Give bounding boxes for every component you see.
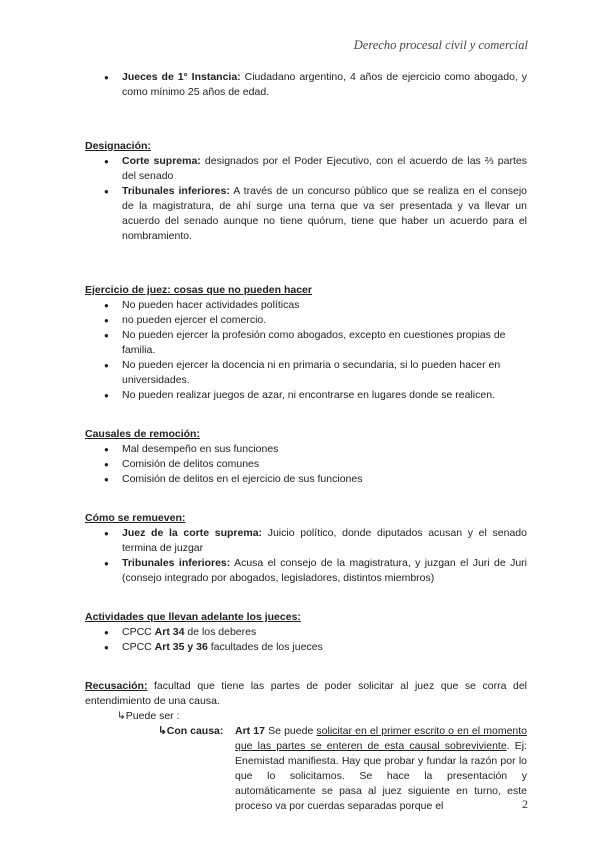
- list-item: [85, 358, 527, 388]
- section-heading-designacion: Designación:: [85, 140, 151, 152]
- item-label: Tribunales inferiores:: [122, 185, 230, 197]
- bullet-icon: ●: [104, 157, 109, 166]
- item-text: A través de un concurso público que se realiza en el consejo de la magistratura, de ahí surge una terna que va ser presentada y va llevar un acuerdo del senado aunque no tiene quórum, tiene que haber un acuerdo para el nombramiento.: [122, 185, 528, 242]
- puede-ser-label: ↳Puede ser :: [117, 710, 180, 722]
- item-text: Ciudadano argentino, 4 años de ejercicio como abogado, y como mínimo 25 años de edad.: [122, 71, 527, 98]
- document-body: [85, 70, 527, 814]
- item-prefix: CPCC: [122, 626, 155, 638]
- con-causa-art: Art 17: [235, 725, 265, 737]
- bullet-icon: ●: [104, 460, 109, 469]
- con-causa-underlined: solicitar en el primer escrito o en el momento que las partes se enteren de esta causal sobreviviente: [235, 725, 528, 752]
- bullet-icon: ●: [104, 529, 109, 538]
- list-item: [85, 154, 527, 184]
- bullet-icon: ●: [104, 331, 109, 340]
- bullet-icon: ●: [104, 301, 109, 310]
- item-text: Juicio político, donde diputados acusan y el senado termina de juzgar: [122, 527, 527, 554]
- item-text: No pueden ejercer la profesión como abogados, excepto en cuestiones propias de familia.: [122, 329, 506, 356]
- item-text: Mal desempeño en sus funciones: [122, 443, 279, 455]
- list-item: [85, 328, 527, 358]
- con-causa-text1: Se puede: [264, 725, 317, 737]
- bullet-icon: ●: [104, 187, 109, 196]
- list-item: [85, 472, 527, 487]
- recusacion-paragraph: [85, 679, 527, 709]
- list-item: [85, 625, 527, 640]
- list-item: [85, 556, 527, 586]
- section-heading-remueven: Cómo se remueven:: [85, 512, 186, 524]
- item-text: Comisión de delitos en el ejercicio de sus funciones: [122, 473, 363, 485]
- item-text: No pueden realizar juegos de azar, ni encontrarse en lugares donde se realicen.: [122, 389, 495, 401]
- bullet-icon: ●: [104, 73, 109, 82]
- list-item: [85, 313, 527, 328]
- bullet-icon: ●: [104, 391, 109, 400]
- con-causa-block: [85, 724, 527, 814]
- item-text: no pueden ejercer el comercio.: [122, 314, 267, 326]
- bullet-icon: ●: [104, 361, 109, 370]
- bullet-icon: ●: [104, 475, 109, 484]
- item-label: Tribunales inferiores:: [122, 557, 231, 569]
- ejercicio-list: [85, 298, 527, 403]
- list-item: [85, 388, 527, 403]
- page-header-title: Derecho procesal civil y comercial: [353, 38, 528, 52]
- bullet-icon: ●: [104, 445, 109, 454]
- recusacion-text: facultad que tiene las partes de poder solicitar al juez que se corra del entendimiento de una causa.: [85, 680, 527, 707]
- item-label: Jueces de 1° Instancia:: [122, 71, 241, 83]
- item-label: Art 34: [154, 626, 185, 638]
- bullet-icon: ●: [104, 628, 109, 637]
- item-text: designados por el Poder Ejecutivo, con el acuerdo de las ⅔ partes del senado: [122, 155, 527, 182]
- actividades-list: [85, 625, 527, 655]
- list-item: [85, 298, 527, 313]
- section-heading-remocion: Causales de remoción:: [85, 428, 200, 440]
- con-causa-label: ↳Con causa:: [158, 725, 224, 737]
- item-text: Acusa el consejo de la magistratura, y juzgan el Juri de Juri (consejo integrado por abogados, legisladores, distintos miembros): [122, 557, 527, 584]
- section-heading-recusacion: Recusación:: [85, 680, 148, 692]
- item-label: Art 35 y 36: [154, 641, 208, 653]
- list-item: [85, 442, 527, 457]
- list-item: [85, 70, 527, 100]
- bullet-icon: ●: [104, 643, 109, 652]
- remueven-list: [85, 526, 527, 586]
- remocion-list: [85, 442, 527, 487]
- section-heading-ejercicio: Ejercicio de juez: cosas que no pueden hacer: [85, 284, 312, 296]
- list-item: [85, 640, 527, 655]
- item-text: Comisión de delitos comunes: [122, 458, 260, 470]
- item-label: Juez de la corte suprema:: [122, 527, 263, 539]
- list-item: [85, 526, 527, 556]
- designacion-list: [85, 154, 527, 244]
- item-text: No pueden hacer actividades políticas: [122, 299, 300, 311]
- item-text: facultades de los jueces: [207, 641, 323, 653]
- con-causa-text2: . Ej: Enemistad manifiesta. Hay que probar y fundar la razón por lo que lo solicitamos. Se hace la presentación y automáticamente se pasa al juez siguiente en turno, este proceso va por cuerdas separadas porque el: [235, 740, 527, 812]
- section-heading-actividades: Actividades que llevan adelante los jueces:: [85, 611, 301, 623]
- list-item: [85, 457, 527, 472]
- requisitos-list: [85, 70, 527, 100]
- page-number: 2: [522, 797, 528, 811]
- item-text: de los deberes: [184, 626, 257, 638]
- bullet-icon: ●: [104, 316, 109, 325]
- item-prefix: CPCC: [122, 641, 155, 653]
- item-label: Corte suprema:: [122, 155, 201, 167]
- bullet-icon: ●: [104, 559, 109, 568]
- item-text: No pueden ejercer la docencia ni en primaria o secundaria, si lo pueden hacer en universidades.: [122, 359, 501, 386]
- list-item: [85, 184, 527, 244]
